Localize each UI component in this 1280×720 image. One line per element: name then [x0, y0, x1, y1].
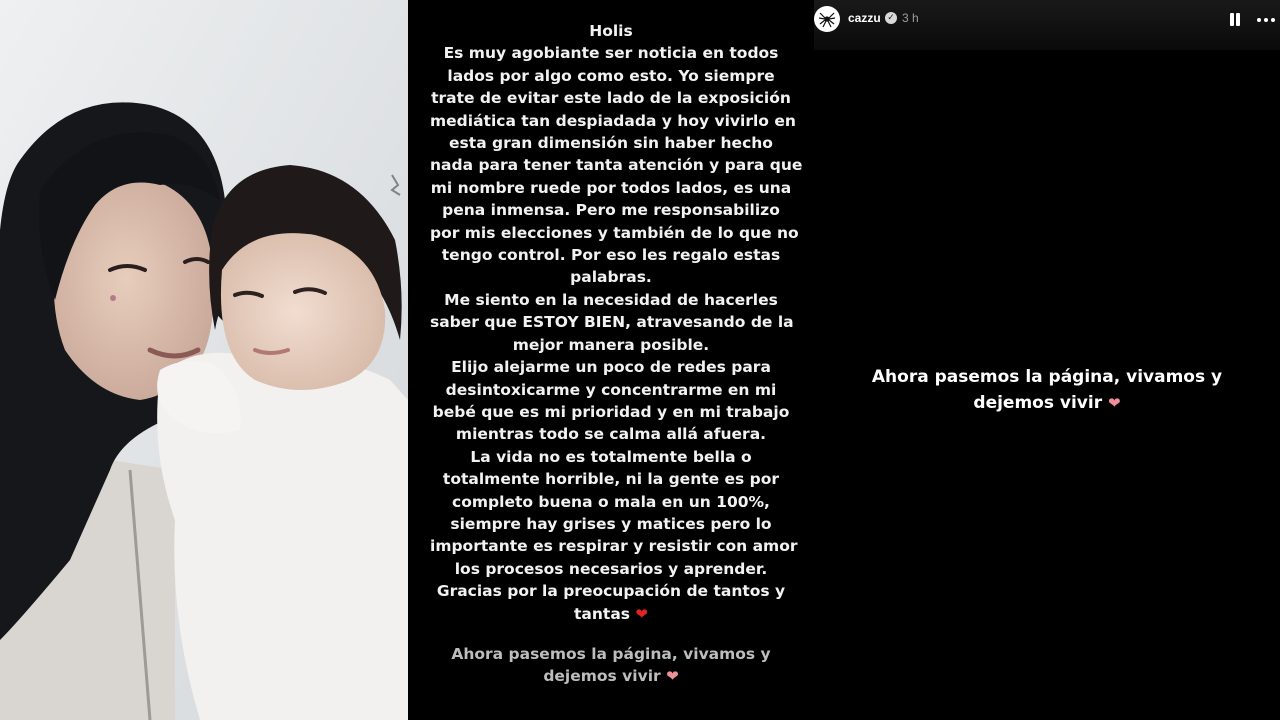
note-line: completo buena o mala en un 100%, [452, 492, 770, 511]
note-line: Me siento en la necesidad de hacerles [444, 290, 778, 309]
closing-line: dejemos vivir [543, 667, 661, 686]
note-line: Elijo alejarme un poco de redes para [451, 358, 771, 377]
note-line: siempre hay grises y matices pero lo [450, 514, 772, 533]
closing-line-with-heart [430, 665, 792, 687]
note-line: los procesos necesarios y aprender. [454, 559, 768, 578]
note-line: mediática tan despiadada y hoy vivirlo en [430, 111, 796, 130]
story-message-line: dejemos vivir [973, 393, 1103, 413]
story-message [814, 364, 1280, 416]
note-line-with-heart [430, 603, 792, 625]
closing-line: Ahora pasemos la página, vivamos y [451, 644, 771, 663]
note-line: lados por algo como esto. Yo siempre [447, 66, 775, 85]
instagram-story-view [814, 0, 1280, 720]
more-options-icon [1257, 18, 1261, 22]
note-line: nada para tener tanta atención y para que [430, 156, 803, 175]
pause-icon [1230, 13, 1234, 26]
more-options-button[interactable] [1256, 12, 1278, 28]
note-line: totalmente horrible, ni la gente es por [442, 470, 780, 489]
note-line: desintoxicarme y concentrarme en mi [445, 380, 777, 399]
note-line: Gracias por la preocupación de tantos y [436, 582, 786, 601]
note-line: tantas [574, 604, 630, 623]
note-line: tengo control. Por eso les regalo estas [441, 246, 781, 265]
red-heart-emoji-icon: ❤ [635, 604, 648, 623]
story-time-ago: 3 h [902, 11, 919, 25]
verified-badge-icon: ✓ [885, 12, 897, 24]
note-line: mientras todo se calma allá afuera. [455, 425, 767, 444]
pause-button[interactable] [1228, 12, 1242, 28]
note-line: saber que ESTOY BIEN, atravesando de la [430, 313, 794, 332]
photo-illustration [0, 0, 408, 720]
profile-avatar[interactable] [814, 6, 840, 32]
story-message-line-with-heart [814, 390, 1280, 416]
story-username[interactable]: cazzu [848, 11, 881, 25]
note-line: trate de evitar este lado de la exposición [431, 89, 791, 108]
more-options-icon [1264, 18, 1268, 22]
more-options-icon [1271, 18, 1275, 22]
note-line: bebé que es mi prioridad y en mi trabajo [432, 402, 790, 421]
note-line: La vida no es totalmente bella o [470, 447, 752, 466]
statement-text-panel [408, 0, 814, 720]
note-line: palabras. [570, 268, 652, 287]
pink-heart-emoji-icon: ❤ [666, 667, 679, 686]
note-line: pena inmensa. Pero me responsabilizo [442, 201, 780, 220]
mother-baby-photo [0, 0, 408, 720]
note-line: mi nombre ruede por todos lados, es una [430, 178, 792, 197]
pink-heart-emoji-icon: ❤ [1108, 394, 1121, 412]
note-line: esta gran dimensión sin haber hecho [449, 134, 773, 153]
story-header [814, 0, 1280, 50]
story-message-line: Ahora pasemos la página, vivamos y [871, 367, 1223, 387]
pause-icon [1236, 13, 1240, 26]
note-title: Holis [589, 22, 633, 40]
note-line: mejor manera posible. [512, 335, 710, 354]
note-line: por mis elecciones y también de lo que no [430, 223, 799, 242]
note-line: importante es respirar y resistir con amor [430, 537, 798, 556]
note-line: Es muy agobiante ser noticia en todos [443, 44, 779, 63]
spider-icon [817, 9, 837, 29]
